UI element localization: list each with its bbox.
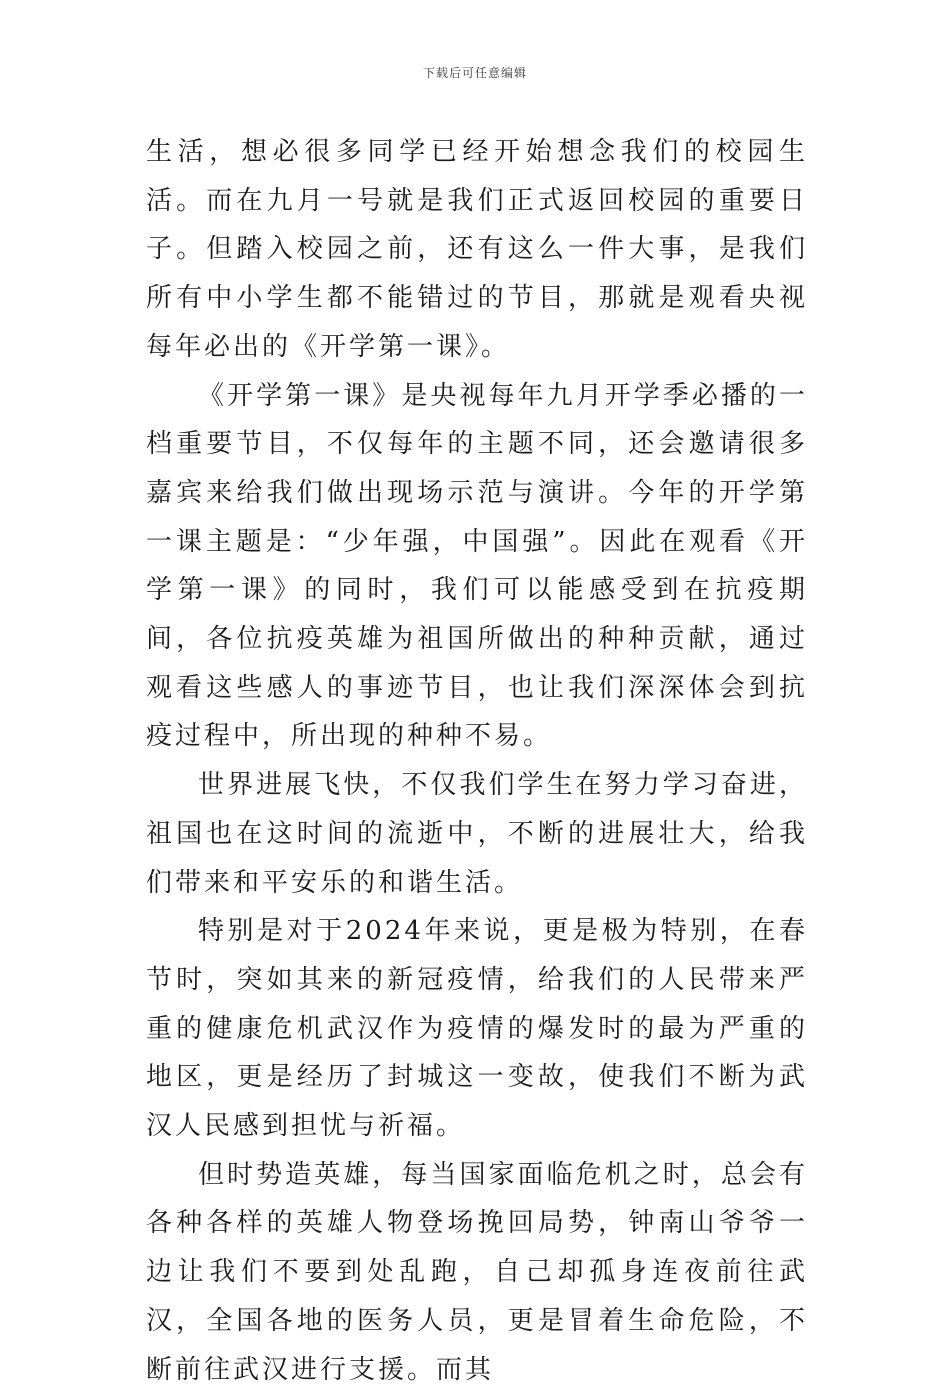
document-body	[146, 128, 808, 1394]
paragraph-4: 特别是对于2024年来说，更是极为特别，在春节时，突如其来的新冠疫情，给我们的人民带来严重的健康危机武汉作为疫情的爆发时的最为严重的地区，更是经历了封城这一变故，使我们不断为武汉人民感到担忧与祈福。	[146, 916, 808, 1142]
paragraph-5: 但时势造英雄，每当国家面临危机之时，总会有各种各样的英雄人物登场挽回局势，钟南山爷爷一边让我们不要到处乱跑，自己却孤身连夜前往武汉，全国各地的医务人员，更是冒着生命危险，不断前往武汉进行支援。而其	[146, 1159, 808, 1385]
paragraph-1: 生活，想必很多同学已经开始想念我们的校园生活。而在九月一号就是我们正式返回校园的重要日子。但踏入校园之前，还有这么一件大事，是我们所有中小学生都不能错过的节目，那就是观看央视每年必出的《开学第一课》。	[146, 137, 808, 362]
paragraph-2: 《开学第一课》是央视每年九月开学季必播的一档重要节目，不仅每年的主题不同，还会邀请很多嘉宾来给我们做出现场示范与演讲。今年的开学第一课主题是：“少年强，中国强”。因此在观看《开学第一课》的同时，我们可以能感受到在抗疫期间，各位抗疫英雄为祖国所做出的种种贡献，通过观看这些感人的事迹节目，也让我们深深体会到抗疫过程中，所出现的种种不易。	[146, 380, 808, 752]
page-header: 下载后可任意编辑	[422, 66, 527, 80]
paragraph-3: 世界进展飞快，不仅我们学生在努力学习奋进，祖国也在这时间的流逝中，不断的进展壮大，给我们带来和平安乐的和谐生活。	[146, 770, 808, 898]
